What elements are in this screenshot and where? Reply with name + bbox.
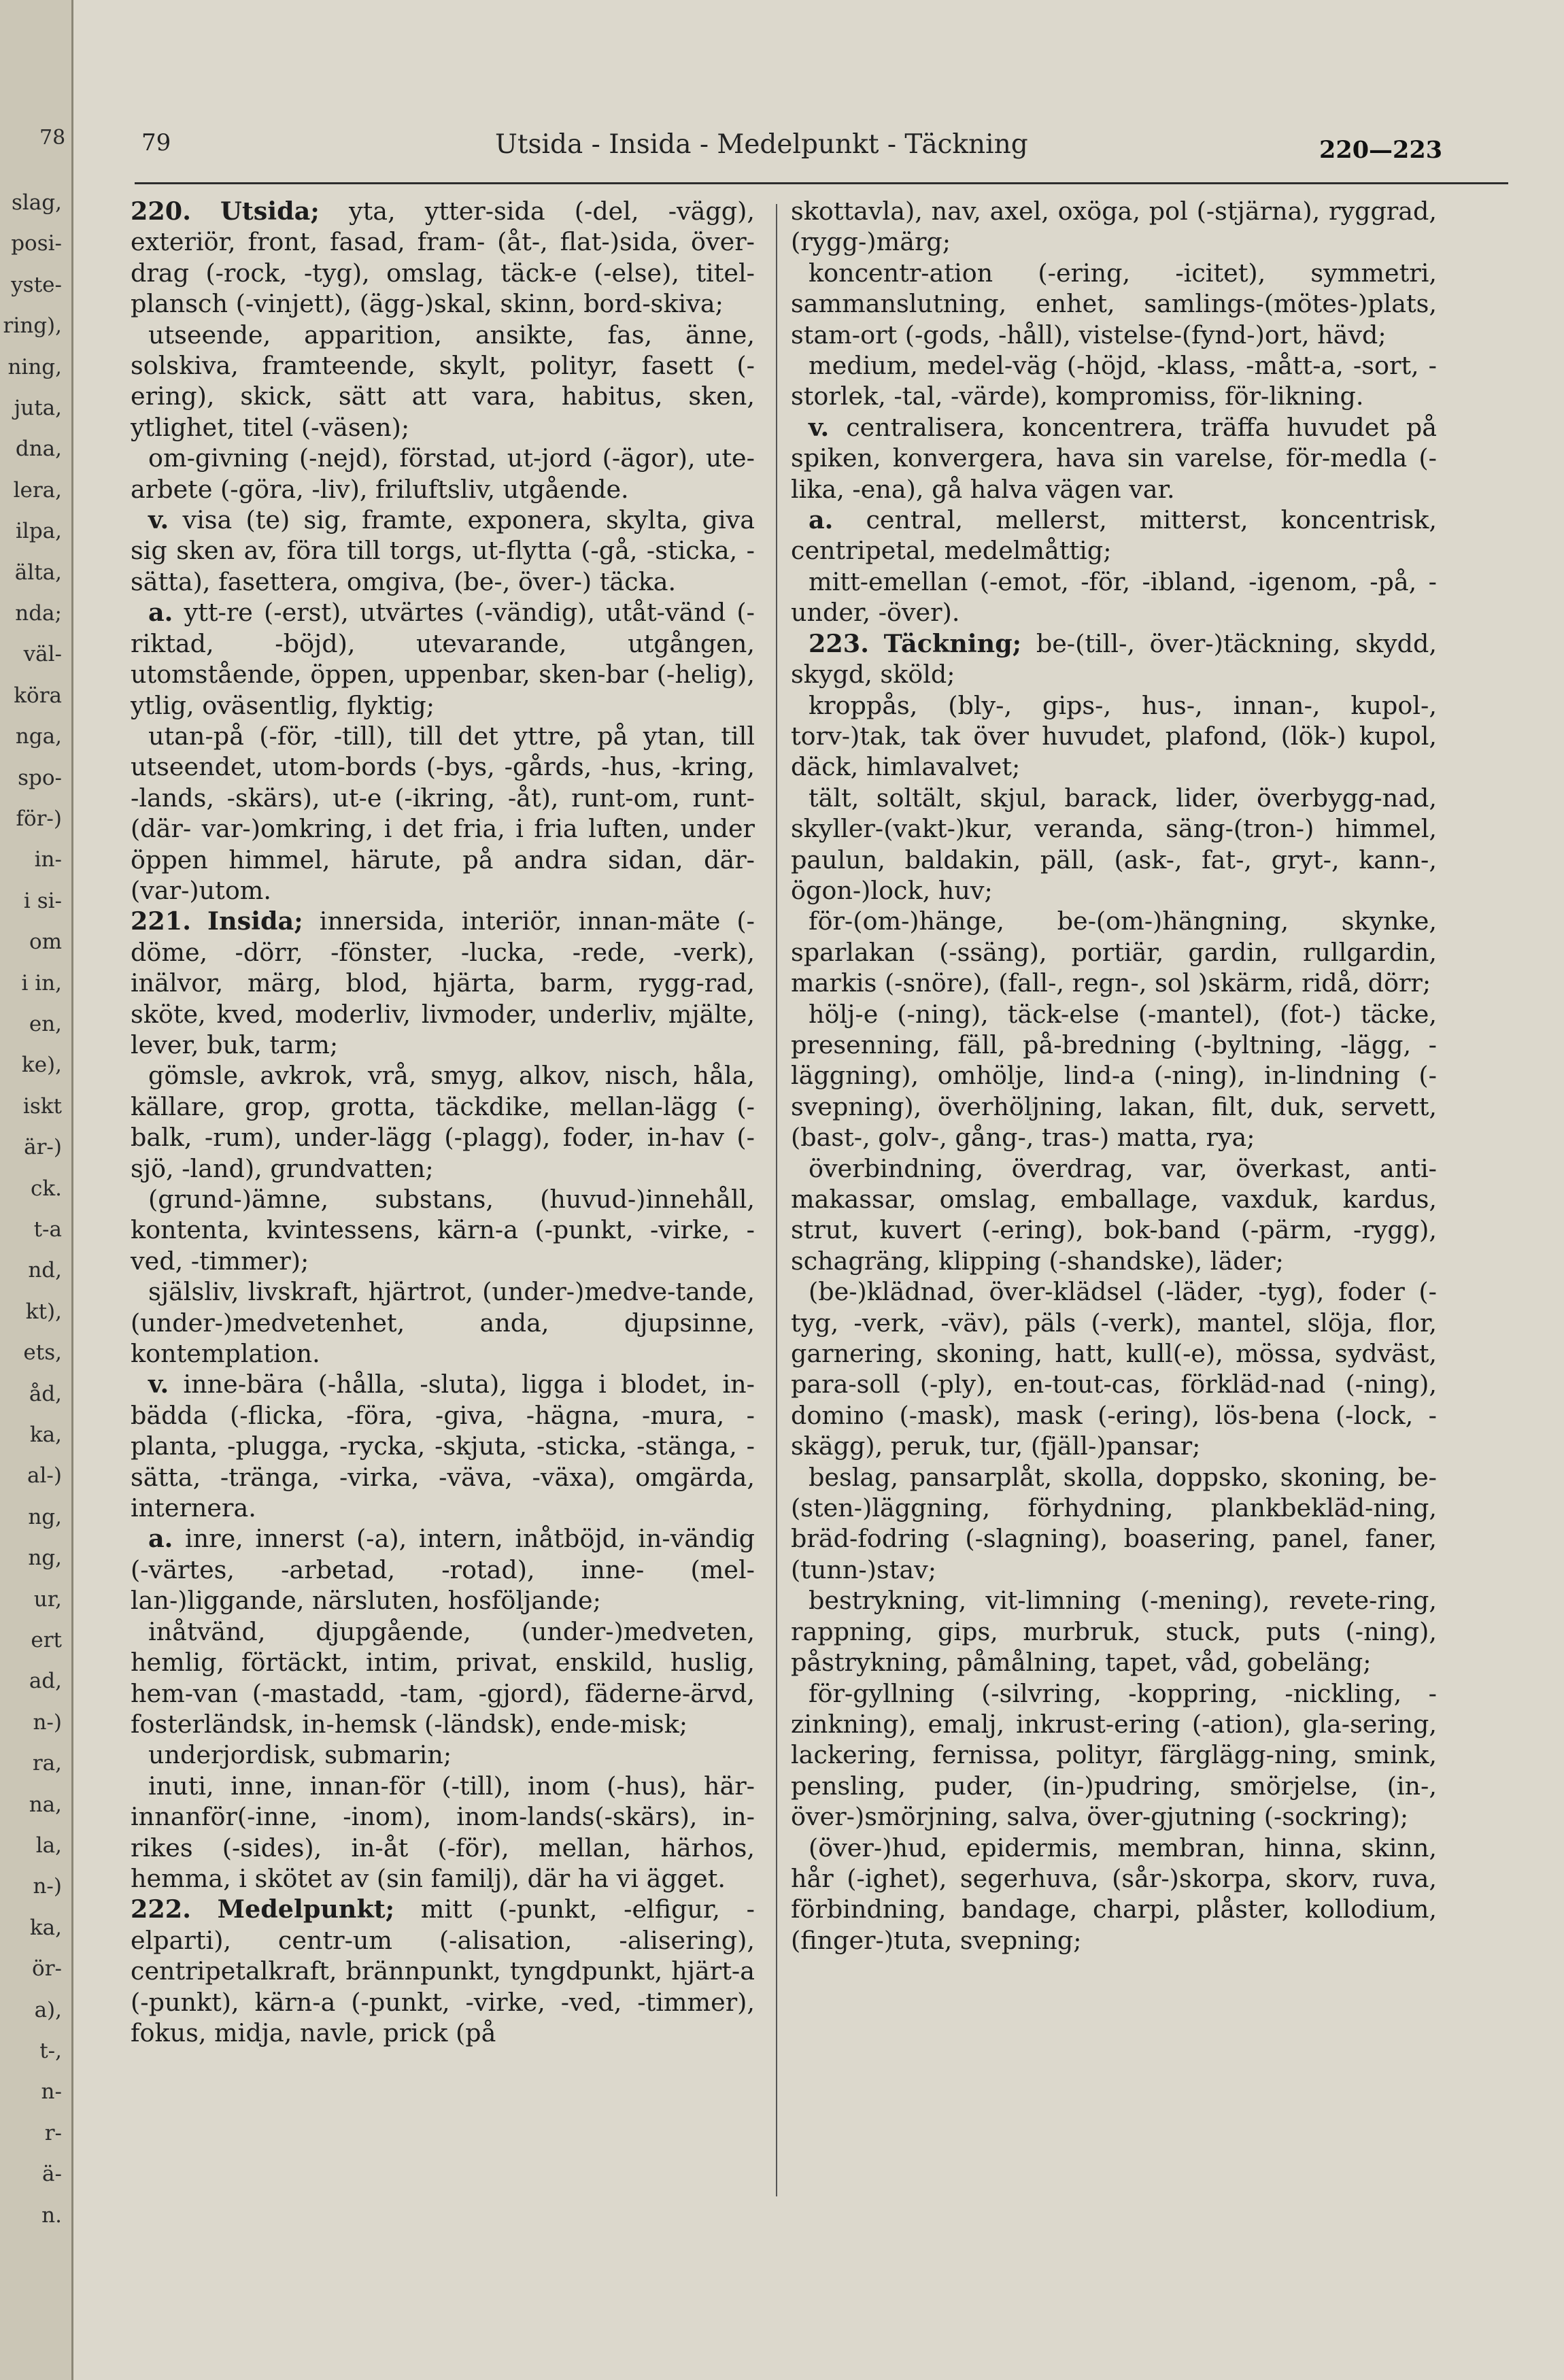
entry-text: yta, ytter-sida (-del, -vägg), exteriör, front, fasad, fram- (åt-, flat-)sida, över-drag (-rock, -tyg), omslag, täck-e (-else), titel-plansch (-vinjett), (ägg-)skal, skinn, bord-skiva; (131, 197, 755, 319)
entry-number: 221. (131, 906, 191, 936)
entry-paragraph: kroppås, (bly-, gips-, hus-, innan-, kupol-, torv-)tak, tak över huvudet, plafond, (lök-) kupol, däck, himlavalvet; (791, 690, 1437, 782)
previous-page-number: 78 (39, 126, 66, 150)
right-column (791, 196, 1437, 1956)
previous-page-fragment: lera, (13, 478, 62, 503)
previous-page-fragment: t-, (39, 2039, 62, 2063)
previous-page-fragment: juta, (14, 396, 62, 420)
entry-text: innersida, interiör, innan-mäte (-döme, -dörr, -fönster, -lucka, -rede, -verk), inälvor, märg, blod, hjärta, barm, rygg-rad, sköte, kved, moderliv, livmoder, underliv, mjälte, lever, buk, tarm; (131, 906, 755, 1059)
previous-page-fragment: yste- (11, 273, 62, 297)
verb-section (131, 505, 755, 597)
entry-number: 220. (131, 197, 191, 226)
previous-page-fragment: in- (34, 847, 62, 872)
entry-paragraph: utan-på (-för, -till), till det yttre, på ytan, till utseendet, utom-bords (-bys, -gårds, -hus, -kring, -lands, -skärs), ut-e (-ikring, -åt), runt-om, runt-(där- var-)omkring, i det fria, i fria luften, under öppen himmel, härute, på andra sidan, där-(var-)utom. (131, 721, 755, 905)
previous-page-fragment: ning, (7, 355, 62, 379)
pos-label: a. (809, 505, 834, 535)
entry-headword: Täckning; (883, 628, 1022, 658)
entry-paragraph: underjordisk, submarin; (148, 1740, 452, 1770)
verb-section (791, 412, 1437, 505)
previous-page-fragment: om (29, 930, 62, 954)
previous-page-fragment: r- (44, 2121, 62, 2145)
pos-label: v. (148, 1370, 169, 1399)
previous-page-fragment: ng, (28, 1505, 62, 1529)
previous-page-fragment: slag, (11, 190, 62, 215)
previous-page-fragment: ad, (29, 1669, 62, 1693)
previous-page-fragment: n. (41, 2203, 62, 2228)
adjective-section (791, 505, 1437, 566)
previous-page-fragment: t-a (33, 1217, 62, 1242)
previous-page-fragment: posi- (11, 231, 62, 256)
previous-page-fragment: en, (29, 1012, 62, 1036)
dictionary-page (73, 0, 1564, 2380)
adjective-section (131, 597, 755, 721)
previous-page-fragment: ert (31, 1628, 62, 1652)
previous-page-fragment: ka, (29, 1423, 62, 1447)
previous-page-fragment: nga, (15, 724, 62, 749)
previous-page-fragment: ck. (30, 1176, 62, 1201)
entry-222-continued: skottavla), nav, axel, oxöga, pol (-stjärna), ryggrad, (rygg-)märg; (791, 197, 1437, 257)
entry-paragraph: (be-)klädnad, över-klädsel (-läder, -tyg), foder (-tyg, -verk, -väv), päls (-verk), mantel, slöja, flor, garnering, skoning, hatt, kull(-e), mössa, sydväst, para-soll (-ply), en-tout-cas, förkläd-nad (-ning), domino (-mask), mask (-ering), lös-bena (-lock, -skägg), peruk, tur, (fjäll-)pansar; (791, 1277, 1437, 1461)
adjective-text: inre, innerst (-a), intern, inåtböjd, in-vändig (-värtes, -arbetad, -rotad), inne- (mel-lan-)liggande, närsluten, hosföljande; (131, 1524, 755, 1616)
entry-paragraph: beslag, pansarplåt, skolla, doppsko, skoning, be-(sten-)läggning, förhydning, plankbekläd-ning, bräd-fodring (-slagning), boasering, panel, faner, (tunn-)stav; (791, 1462, 1437, 1584)
verb-text: centralisera, koncentrera, träffa huvudet på spiken, konvergera, hava sin varelse, för-medla (-lika, -ena), gå halva vägen var. (791, 412, 1437, 504)
previous-page-fragment: ke), (21, 1053, 62, 1077)
entry-220 (131, 196, 755, 320)
entry-222 (131, 1894, 755, 2048)
entry-paragraph: själsliv, livskraft, hjärtrot, (under-)medve-tande, (under-)medvetenhet, anda, djupsinne, kontemplation. (131, 1277, 755, 1369)
pos-label: v. (148, 505, 169, 535)
previous-page-fragment: i si- (23, 889, 62, 913)
previous-page-fragment: al-) (27, 1463, 62, 1488)
entry-paragraph: mitt-emellan (-emot, -för, -ibland, -igenom, -på, -under, -över). (791, 566, 1437, 628)
entry-headword: Insida; (207, 906, 303, 936)
adjective-section (131, 1523, 755, 1616)
previous-page-fragment: för-) (16, 806, 62, 831)
verb-section (131, 1369, 755, 1523)
entry-paragraph: koncentr-ation (-ering, -icitet), symmetri, sammanslutning, enhet, samlings-(mötes-)plats, stam-ort (-gods, -håll), vistelse-(fynd-)ort, hävd; (791, 258, 1437, 350)
entry-text: be-(till-, över-)täckning, skydd, skygd, sköld; (791, 628, 1438, 690)
previous-page-fragment: ur, (33, 1587, 62, 1612)
previous-page-fragment: n- (41, 2079, 62, 2104)
page-title: Utsida - Insida - Medelpunkt - Täckning (495, 129, 1028, 160)
previous-page-fragment: ra, (32, 1751, 62, 1775)
previous-page-fragment: köra (14, 683, 62, 708)
entry-paragraph: hölj-e (-ning), täck-else (-mantel), (fot-) täcke, presenning, fäll, på-bredning (-byltning, -lägg, -läggning), omhölje, lind-a (-ning), in-lindning (-svepning), överhöljning, lakan, filt, duk, servett, (bast-, golv-, gång-, tras-) matta, rya; (791, 999, 1437, 1153)
entry-paragraph: inuti, inne, innan-för (-till), inom (-hus), här-innanför(-inne, -inom), inom-lands(-skärs), in-rikes (-sides), in-åt (-för), mellan, härhos, hemma, i skötet av (sin familj), där ha vi ägget. (131, 1771, 755, 1893)
column-divider (776, 204, 777, 2196)
pos-label: v. (809, 412, 830, 442)
left-column (131, 196, 755, 2048)
previous-page-fragment: ring), (3, 313, 62, 338)
previous-page-fragment: är-) (24, 1135, 62, 1159)
pos-label: a. (148, 598, 173, 628)
entry-221 (131, 906, 755, 1060)
previous-page-fragment: kt), (25, 1299, 62, 1324)
previous-page-fragment: n-) (33, 1710, 62, 1735)
pos-label: a. (148, 1524, 173, 1554)
entry-paragraph: för-(om-)hänge, be-(om-)hängning, skynke, sparlakan (-ssäng), portiär, gardin, rullgardin, markis (-snöre), (fall-, regn-, sol )skärm, ridå, dörr; (791, 906, 1437, 998)
entry-range: 220—223 (1319, 136, 1443, 164)
previous-page-fragment: ä- (42, 2162, 62, 2186)
previous-page-fragment: ets, (23, 1340, 62, 1365)
adjective-text: central, mellerst, mitterst, koncentrisk, centripetal, medelmåttig; (791, 505, 1437, 566)
entry-number: 223. (809, 628, 869, 658)
previous-page-fragment: iskt (22, 1094, 62, 1119)
previous-page-fragment: a), (34, 1998, 62, 2022)
entry-paragraph: (grund-)ämne, substans, (huvud-)innehåll, kontenta, kvintessens, kärn-a (-punkt, -virke, -ved, -timmer); (131, 1185, 755, 1276)
entry-223 (791, 628, 1437, 690)
previous-page-fragment: ka, (29, 1916, 62, 1940)
entry-paragraph: bestrykning, vit-limning (-mening), revete-ring, rappning, gips, murbruk, stuck, puts (-ning), påstrykning, påmålning, tapet, våd, gobeläng; (791, 1586, 1437, 1678)
previous-page-fragment: spo- (18, 766, 62, 790)
previous-page-fragment: ng, (28, 1546, 62, 1570)
page-header (73, 129, 1564, 177)
entry-number: 222. (131, 1894, 191, 1924)
previous-page-fragment: nda; (15, 601, 62, 626)
verb-text: inne-bära (-hålla, -sluta), ligga i blodet, in-bädda (-flicka, -föra, -giva, -hägna, -mura, -planta, -plugga, -rycka, -skjuta, -sticka, -stänga, -sätta, -tränga, -virka, -väva, -växa), omgärda, internera. (131, 1370, 755, 1523)
header-rule (135, 182, 1508, 184)
previous-page-fragment: åd, (29, 1382, 62, 1406)
previous-page-fragment: n-) (33, 1874, 62, 1899)
previous-page-fragment: na, (29, 1792, 62, 1817)
previous-page-fragment: dna, (15, 437, 62, 461)
previous-page-fragment: la, (35, 1833, 62, 1858)
entry-paragraph: gömsle, avkrok, vrå, smyg, alkov, nisch, håla, källare, grop, grotta, täckdike, mellan-lägg (-balk, -rum), under-lägg (-plagg), foder, in-hav (-sjö, -land), grundvatten; (131, 1061, 755, 1183)
entry-paragraph: om-givning (-nejd), förstad, ut-jord (-ägor), ute-arbete (-göra, -liv), friluftsliv, utgående. (131, 443, 755, 504)
previous-page-fragment: väl- (23, 642, 62, 666)
previous-page-fragment: nd, (28, 1258, 62, 1282)
entry-headword: Medelpunkt; (217, 1894, 395, 1924)
entry-text: mitt (-punkt, -elfigur, -elparti), centr-um (-alisation, -alisering), centripetalkraft, brännpunkt, tyngdpunkt, hjärt-a (-punkt), kärn-a (-punkt, -virke, -ved, -timmer), fokus, midja, navle, prick (på (131, 1894, 755, 2047)
previous-page-fragment: ilpa, (15, 519, 62, 543)
entry-paragraph: inåtvänd, djupgående, (under-)medveten, hemlig, förtäckt, intim, privat, enskild, huslig, hem-van (-mastadd, -tam, -gjord), fäderne-ärvd, fosterländsk, in-hemsk (-ländsk), ende-misk; (131, 1616, 755, 1739)
page-number: 79 (141, 129, 171, 156)
entry-paragraph: utseende, apparition, ansikte, fas, änne, solskiva, framteende, skylt, polityr, fasett (-ering), skick, sätt att vara, habitus, sken, ytlighet, titel (-väsen); (131, 320, 755, 442)
previous-page-fragment: älta, (14, 560, 62, 585)
entry-paragraph: överbindning, överdrag, var, överkast, anti-makassar, omslag, emballage, vaxduk, kardus, strut, kuvert (-ering), bok-band (-pärm, -rygg), schagräng, klipping (-shandske), läder; (791, 1153, 1437, 1276)
previous-page-fragment: ör- (32, 1956, 62, 1981)
adjective-text: ytt-re (-erst), utvärtes (-vändig), utåt-vänd (-riktad, -böjd), utevarande, utgången, utomstående, öppen, uppenbar, sken-bar (-helig), ytlig, oväsentlig, flyktig; (131, 598, 755, 720)
previous-page-edge (0, 0, 73, 2380)
entry-paragraph: för-gyllning (-silvring, -koppring, -nickling, -zinkning), emalj, inkrust-ering (-ation), gla-sering, lackering, fernissa, polityr, färglägg-ning, smink, pensling, puder, (in-)pudring, smörjelse, (in-, över-)smörjning, salva, över-gjutning (-sockring); (791, 1678, 1437, 1832)
entry-paragraph: (över-)hud, epidermis, membran, hinna, skinn, hår (-ighet), segerhuva, (sår-)skorpa, skorv, ruva, förbindning, bandage, charpi, plåster, kollodium, (finger-)tuta, svepning; (791, 1833, 1437, 1955)
previous-page-fragment: i in, (21, 971, 62, 996)
verb-text: visa (te) sig, framte, exponera, skylta, giva sig sken av, föra till torgs, ut-flytta (-gå, -sticka, -sätta), fasettera, omgiva, (be-, över-) täcka. (131, 505, 755, 596)
entry-headword: Utsida; (220, 197, 320, 226)
entry-paragraph: medium, medel-väg (-höjd, -klass, -mått-a, -sort, -storlek, -tal, -värde), kompromiss, för-likning. (791, 351, 1437, 411)
entry-paragraph: tält, soltält, skjul, barack, lider, överbygg-nad, skyller-(vakt-)kur, veranda, säng-(tron-) himmel, paulun, baldakin, päll, (ask-, fat-, gryt-, kann-, ögon-)lock, huv; (791, 783, 1437, 905)
